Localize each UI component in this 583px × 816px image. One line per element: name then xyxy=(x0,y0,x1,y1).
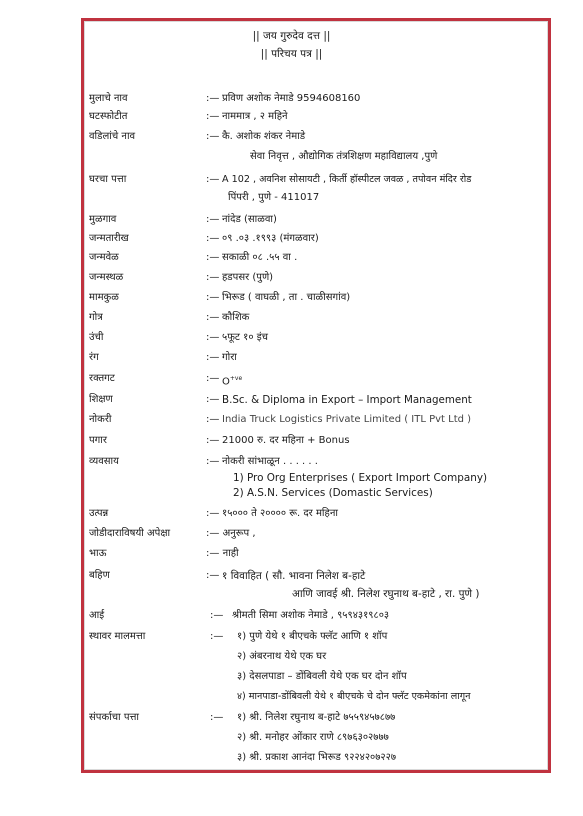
separator: :— xyxy=(206,332,220,343)
label-birth-time: जन्मवेळ xyxy=(89,252,119,263)
value-job: India Truck Logistics Private Limited ( ITL Pvt Ltd ) xyxy=(222,414,472,425)
label-height: उंची xyxy=(89,332,104,343)
value-birth-time: सकाळी ०८ .५५ वा . xyxy=(222,252,298,263)
separator: :— xyxy=(206,373,220,384)
value-gotra: कौशिक xyxy=(222,312,250,323)
separator: :— xyxy=(206,548,220,559)
separator: :— xyxy=(206,528,220,539)
label-sister: बहिण xyxy=(89,570,110,581)
label-contact: संपर्काचा पत्ता xyxy=(89,712,140,723)
label-business: व्यवसाय xyxy=(89,456,119,467)
separator: :— xyxy=(206,214,220,225)
value-contact-2: २) श्री. मनोहर ओंकार राणे ८९७६३०२७७७ xyxy=(237,732,389,743)
value-birth-date: ०९ .०३ .१९९३ (मंगळवार) xyxy=(222,233,319,244)
value-sister-husband: आणि जावई श्री. निलेश रघुनाथ ब-हाटे , रा. पुणे ) xyxy=(292,588,480,600)
separator: :— xyxy=(206,272,220,283)
label-blood-group: रक्तगट xyxy=(89,373,115,384)
value-divorce: नाममात्र , २ महिने xyxy=(222,111,288,122)
value-address-city: पिंपरी , पुणे - 411017 xyxy=(228,192,320,203)
label-property: स्थावर मालमत्ता xyxy=(89,631,146,642)
value-native-place: नांदेड (साळवा) xyxy=(222,214,277,225)
label-brother: भाऊ xyxy=(89,548,107,559)
label-divorce: घटस्फोटीत xyxy=(89,111,128,122)
partner-expectation-text: अनुरूप , xyxy=(222,528,256,539)
value-address: A 102 , अवनिश सोसायटी , किर्ती हॉस्पीटल जवळ , तपोवन मंदिर रोड xyxy=(222,174,472,185)
blood-group-rh: +ve xyxy=(229,375,243,382)
label-education: शिक्षण xyxy=(89,394,113,405)
separator: :— xyxy=(210,610,224,621)
value-mother: श्रीमती सिमा अशोक नेमाडे , ९५९४३१९८०३ xyxy=(232,610,390,621)
separator: :— xyxy=(206,93,220,104)
separator: :— xyxy=(206,131,220,142)
value-sister: १ विवाहित ( सौ. भावना निलेश ब-हाटे xyxy=(222,570,366,582)
value-birth-place: हडपसर (पुणे) xyxy=(222,272,274,283)
separator: :— xyxy=(210,631,224,642)
separator: :— xyxy=(206,292,220,303)
separator: :— xyxy=(206,312,220,323)
label-address: घरचा पत्ता xyxy=(89,174,127,185)
label-birth-date: जन्मतारीख xyxy=(89,233,129,244)
separator: :— xyxy=(206,435,220,446)
value-name: प्रविण अशोक नेमाडे 9594608160 xyxy=(222,93,361,104)
separator: :— xyxy=(206,233,220,244)
separator: :— xyxy=(206,508,220,519)
header-title: || परिचय पत्र || xyxy=(260,48,323,60)
value-business-item-2: 2) A.S.N. Services (Domastic Services) xyxy=(233,487,433,499)
separator: :— xyxy=(210,712,224,723)
value-property-1: १) पुणे येथे १ बीएचके फ्लॅट आणि १ शॉप xyxy=(237,631,388,642)
value-height: ५फूट १० इंच xyxy=(222,332,268,343)
value-property-2: २) अंबरनाथ येथे एक घर xyxy=(237,651,327,662)
value-contact-1: १) श्री. निलेश रघुनाथ ब-हाटे ७५५९४५७८७७ xyxy=(237,712,396,723)
value-property-3: ३) देसलपाडा – डोंबिवली येथे एक घर दोन शॉप xyxy=(237,671,407,682)
value-education: B.Sc. & Diploma in Export – Import Management xyxy=(222,394,472,406)
label-partner-expectation: जोडीदाराविषयी अपेक्षा xyxy=(89,528,171,539)
value-blood-group xyxy=(222,372,242,389)
label-mother: आई xyxy=(89,610,105,621)
separator: :— xyxy=(206,456,220,467)
value-contact-3: ३) श्री. प्रकाश आनंदा भिरूड ९२२४२०७२२७ xyxy=(237,752,397,763)
separator: :— xyxy=(206,252,220,263)
value-father: कै. अशोक शंकर नेमाडे xyxy=(222,131,306,142)
brother-text: नाही xyxy=(222,548,239,559)
label-native-place: मुळगाव xyxy=(89,214,117,225)
label-gotra: गोत्र xyxy=(89,312,103,323)
label-maternal-family: मामकुळ xyxy=(89,292,119,303)
label-salary: पगार xyxy=(89,435,107,446)
label-income: उत्पन्न xyxy=(89,508,109,519)
value-salary: 21000 रु. दर महिना + Bonus xyxy=(222,435,350,446)
separator: :— xyxy=(206,570,220,581)
value-brother xyxy=(206,547,239,561)
value-business-item-1: 1) Pro Org Enterprises ( Export Import Company) xyxy=(233,472,488,484)
value-property-4: ४) मानपाडा-डोंबिवली येथे १ बीएचके चे दोन फ्लॅट एकमेकांना लागून xyxy=(237,691,471,702)
label-job: नोकरी xyxy=(89,414,112,425)
label-name: मुलाचे नाव xyxy=(89,93,128,104)
value-income: १५००० ते २०००० रू. दर महिना xyxy=(222,508,338,519)
value-partner-expectation xyxy=(206,527,256,541)
label-father: वडिलांचे नाव xyxy=(89,131,136,142)
label-complexion: रंग xyxy=(89,352,99,363)
separator: :— xyxy=(206,394,220,405)
header-invocation: || जय गुरुदेव दत्त || xyxy=(252,30,331,42)
blood-group-letter: O xyxy=(222,376,230,388)
value-maternal-family: भिरूड ( वाघळी , ता . चाळीसगांव) xyxy=(222,292,351,303)
separator: :— xyxy=(206,352,220,363)
value-father-occupation: सेवा निवृत्त , औद्योगिक तंत्रशिक्षण महाविद्यालय ,पुणे xyxy=(250,151,438,162)
value-business: नोकरी सांभाळून . . . . . . xyxy=(222,456,318,467)
separator: :— xyxy=(206,111,220,122)
separator: :— xyxy=(206,414,220,425)
value-complexion: गोरा xyxy=(222,352,237,363)
separator: :— xyxy=(206,174,220,185)
label-birth-place: जन्मस्थळ xyxy=(89,272,124,283)
